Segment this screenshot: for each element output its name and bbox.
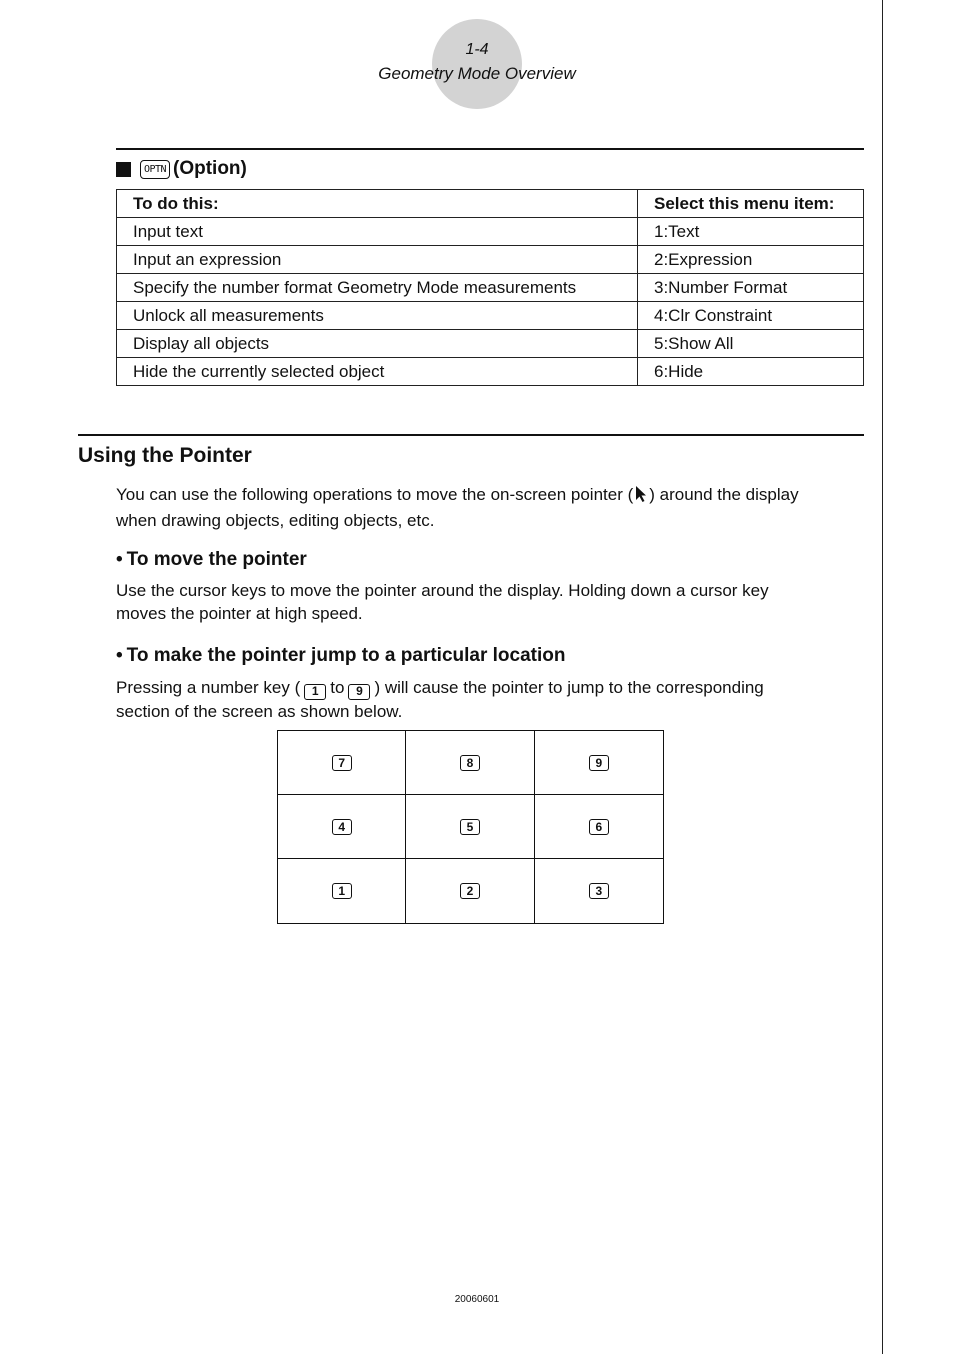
table-header-cell: Select this menu item: [638, 190, 864, 218]
table-row [117, 330, 864, 358]
grid-cell [406, 731, 534, 795]
chapter-title: Geometry Mode Overview [378, 64, 576, 83]
key-1-icon: 1 [304, 684, 326, 700]
key-9-icon: 9 [589, 755, 609, 771]
table-cell: 5:Show All [638, 330, 864, 358]
table-row [117, 302, 864, 330]
key-6-icon: 6 [589, 819, 609, 835]
table-cell: 2:Expression [638, 246, 864, 274]
option-title: (Option) [173, 158, 247, 179]
key-1-icon: 1 [332, 883, 352, 899]
table-header-cell: To do this: [117, 190, 638, 218]
grid-cell [278, 859, 406, 923]
table-cell: Specify the number format Geometry Mode measurements [117, 274, 638, 302]
pointer-cursor-icon [634, 485, 648, 509]
keypad-location-grid [277, 730, 664, 924]
table-row [117, 358, 864, 386]
table-row [117, 218, 864, 246]
intro-text-line2: when drawing objects, editing objects, etc. [116, 511, 435, 530]
table-cell: Display all objects [117, 330, 638, 358]
move-pointer-heading [116, 549, 307, 571]
jump-pointer-heading [116, 645, 565, 667]
jump-heading-text: To make the pointer jump to a particular location [126, 645, 566, 666]
intro-paragraph [116, 483, 856, 532]
key-9-icon: 9 [348, 684, 370, 700]
key-7-icon: 7 [332, 755, 352, 771]
section-divider [78, 434, 864, 436]
grid-cell [278, 731, 406, 795]
grid-cell [535, 795, 663, 859]
move-pointer-paragraph [116, 579, 856, 625]
option-heading [116, 156, 247, 182]
footer-code: 20060601 [454, 1294, 500, 1305]
grid-cell [535, 859, 663, 923]
section-title: Using the Pointer [78, 444, 252, 467]
table-header-row [117, 190, 864, 218]
table-cell: Input an expression [117, 246, 638, 274]
table-cell: Hide the currently selected object [117, 358, 638, 386]
intro-text-start: You can use the following operations to move the on-screen pointer ( [116, 485, 634, 504]
grid-cell [406, 795, 534, 859]
option-menu-table [116, 189, 864, 386]
jump-text-line2: section of the screen as shown below. [116, 701, 403, 721]
table-cell: 1:Text [638, 218, 864, 246]
intro-text-end: ) around the display [649, 485, 799, 504]
page-number: 1-4 [465, 41, 489, 58]
key-2-icon: 2 [460, 883, 480, 899]
move-heading-text: To move the pointer [126, 549, 307, 570]
grid-cell [278, 795, 406, 859]
move-text-line2: moves the pointer at high speed. [116, 604, 363, 623]
table-cell: Input text [117, 218, 638, 246]
table-cell: 6:Hide [638, 358, 864, 386]
grid-cell [535, 731, 663, 795]
optn-key-icon: OPTN [140, 160, 170, 179]
bullet-icon: • [116, 645, 123, 666]
key-8-icon: 8 [460, 755, 480, 771]
key-3-icon: 3 [589, 883, 609, 899]
jump-text-end: ) will cause the pointer to jump to the corresponding [374, 678, 764, 697]
table-row [117, 246, 864, 274]
jump-text-to: to [330, 678, 345, 697]
table-cell: Unlock all measurements [117, 302, 638, 330]
key-5-icon: 5 [460, 819, 480, 835]
page-edge-rule [882, 0, 883, 1354]
option-divider [116, 148, 864, 150]
table-cell: 4:Clr Constraint [638, 302, 864, 330]
move-text-line1: Use the cursor keys to move the pointer around the display. Holding down a cursor key [116, 581, 769, 600]
table-cell: 3:Number Format [638, 274, 864, 302]
table-row [117, 274, 864, 302]
jump-pointer-paragraph [116, 676, 856, 723]
jump-text-start: Pressing a number key ( [116, 678, 301, 697]
square-bullet-icon [116, 162, 131, 177]
key-4-icon: 4 [332, 819, 352, 835]
bullet-icon: • [116, 549, 123, 570]
grid-cell [406, 859, 534, 923]
